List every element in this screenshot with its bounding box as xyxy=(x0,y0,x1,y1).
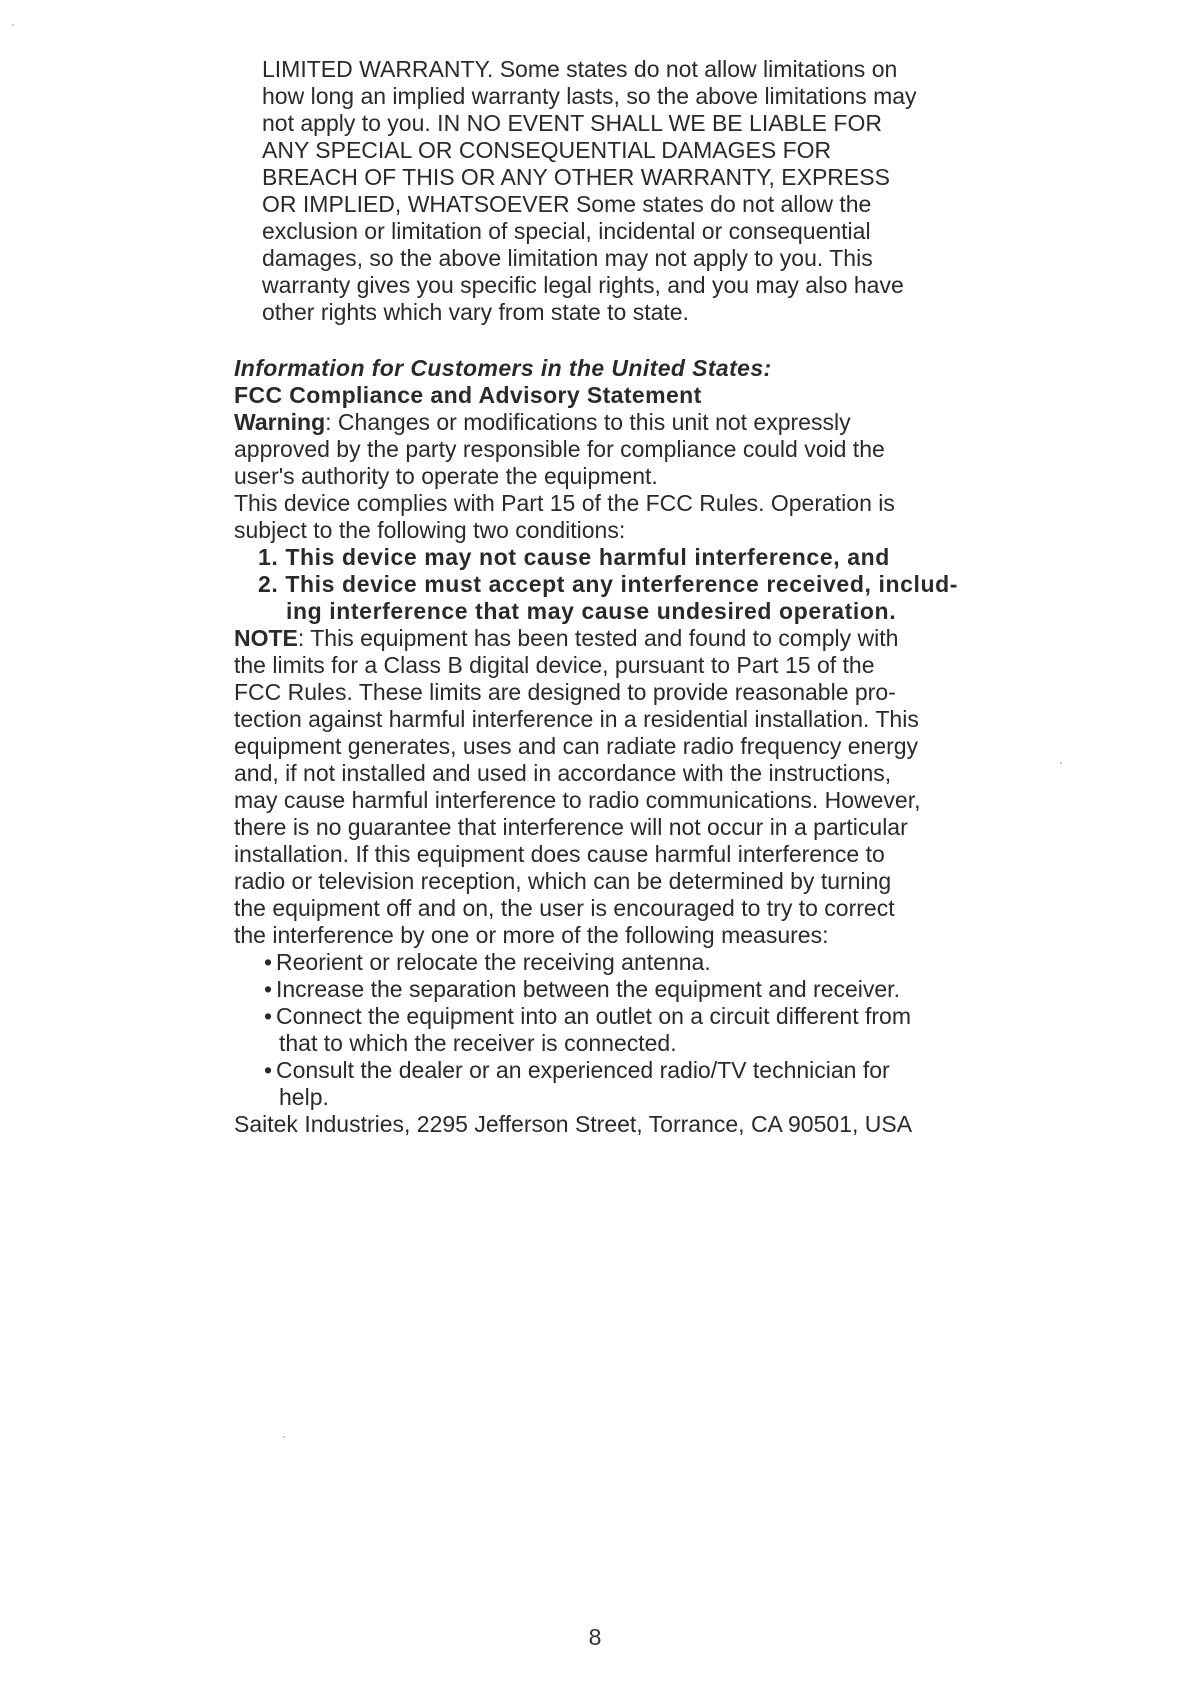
compliance-line: This device complies with Part 15 of the FCC Rules. Operation is xyxy=(234,490,895,516)
scan-speck xyxy=(12,24,14,26)
limited-warranty-paragraph xyxy=(262,56,1022,326)
note-line: there is no guarantee that interference will not occur in a particular xyxy=(234,814,908,840)
bullet-text: Reorient or relocate the receiving antenna. xyxy=(276,949,711,975)
warranty-line: ANY SPECIAL OR CONSEQUENTIAL DAMAGES FOR xyxy=(262,137,832,163)
note-line: installation. If this equipment does cause harmful interference to xyxy=(234,841,885,867)
bullet-text: Consult the dealer or an experienced radio/TV technician for xyxy=(276,1057,890,1083)
warranty-line: exclusion or limitation of special, incidental or consequential xyxy=(262,218,871,244)
fcc-section xyxy=(234,355,1014,1138)
note-line: the equipment off and on, the user is encouraged to try to correct xyxy=(234,895,895,921)
note-line: and, if not installed and used in accordance with the instructions, xyxy=(234,760,892,786)
note-line: may cause harmful interference to radio communications. However, xyxy=(234,787,921,813)
note-line: FCC Rules. These limits are designed to provide reasonable pro- xyxy=(234,679,896,705)
bullet-icon: • xyxy=(264,1003,273,1029)
fcc-subtitle: FCC Compliance and Advisory Statement xyxy=(234,382,702,408)
warranty-line: OR IMPLIED, WHATSOEVER Some states do not allow the xyxy=(262,191,872,217)
condition-2: 2. This device must accept any interference received, includ- xyxy=(258,571,959,597)
note-line: tection against harmful interference in a residential installation. This xyxy=(234,706,919,732)
note-line: the interference by one or more of the following measures: xyxy=(234,922,829,948)
bullet-item xyxy=(234,949,1014,976)
bullet-icon: • xyxy=(264,949,273,975)
note-paragraph-first-line xyxy=(234,625,1014,652)
bullet-icon: • xyxy=(264,1057,273,1083)
bullet-text: Increase the separation between the equipment and receiver. xyxy=(276,976,900,1002)
compliance-line: subject to the following two conditions: xyxy=(234,517,626,543)
bullet-item xyxy=(234,1003,1014,1030)
bullet-text: Connect the equipment into an outlet on a circuit different from xyxy=(276,1003,912,1029)
warranty-line: damages, so the above limitation may not apply to you. This xyxy=(262,245,873,271)
note-line: equipment generates, uses and can radiate radio frequency energy xyxy=(234,733,919,759)
bullet-continued: help. xyxy=(279,1084,329,1110)
warranty-line: how long an implied warranty lasts, so the above limitations may xyxy=(262,83,917,109)
note-text: : This equipment has been tested and found to comply with xyxy=(297,625,899,651)
warning-line: approved by the party responsible for compliance could void the xyxy=(234,436,885,462)
note-label: NOTE xyxy=(234,625,298,651)
warranty-line: LIMITED WARRANTY. Some states do not allow limitations on xyxy=(262,56,898,82)
bullet-item xyxy=(234,976,1014,1003)
warranty-line: BREACH OF THIS OR ANY OTHER WARRANTY, EXPRESS xyxy=(262,164,890,190)
bullet-icon: • xyxy=(264,976,273,1002)
page-number: 8 xyxy=(588,1624,602,1650)
warning-line: user's authority to operate the equipment. xyxy=(234,463,658,489)
condition-1: 1. This device may not cause harmful interference, and xyxy=(258,544,890,570)
scan-speck xyxy=(283,1436,285,1438)
warning-text: : Changes or modifications to this unit not expressly xyxy=(325,409,851,435)
warning-label: Warning xyxy=(234,409,326,435)
bullet-continued: that to which the receiver is connected. xyxy=(279,1030,677,1056)
company-address: Saitek Industries, 2295 Jefferson Street, Torrance, CA 90501, USA xyxy=(234,1111,913,1137)
scan-speck xyxy=(1060,762,1062,764)
warning-paragraph-first-line xyxy=(234,409,1014,436)
note-line: the limits for a Class B digital device, pursuant to Part 15 of the xyxy=(234,652,875,678)
warranty-line: not apply to you. IN NO EVENT SHALL WE BE LIABLE FOR xyxy=(262,110,882,136)
note-line: radio or television reception, which can be determined by turning xyxy=(234,868,892,894)
warranty-line: warranty gives you specific legal rights, and you may also have xyxy=(262,272,904,298)
bullet-item xyxy=(234,1057,1014,1084)
warranty-line: other rights which vary from state to state. xyxy=(262,299,689,325)
condition-2-continued: ing interference that may cause undesired operation. xyxy=(286,598,897,624)
section-title: Information for Customers in the United States: xyxy=(234,355,772,381)
